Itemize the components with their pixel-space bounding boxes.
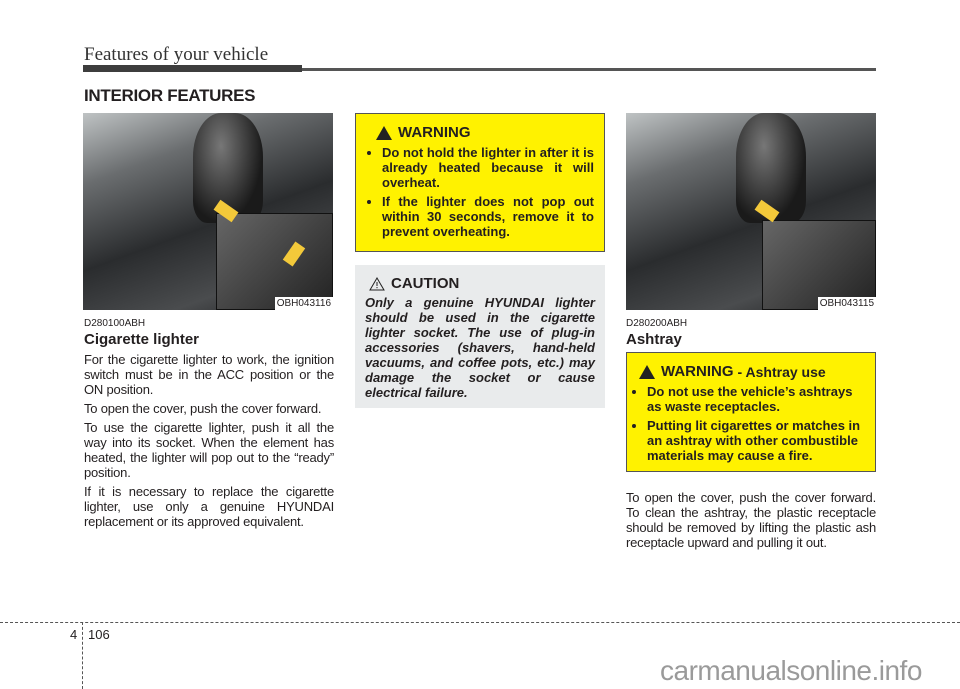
cigarette-lighter-text [84, 352, 334, 533]
footer-divider [82, 622, 83, 689]
paragraph: If it is necessary to replace the cigarette lighter, use only a genuine HYUNDAI replacement or its approved equivalent. [84, 484, 334, 529]
chapter-number: 4 [70, 627, 78, 642]
warning-item: • Putting lit cigarettes or matches in an ashtray with other combustible materials may cause a fire. [647, 418, 867, 463]
lighter-warning-box [355, 113, 605, 252]
page-number: 106 [88, 627, 110, 642]
warning-subtitle: - Ashtray use [737, 363, 826, 380]
ashtray-photo [626, 113, 876, 310]
section-header: Features of your vehicle [84, 44, 269, 65]
ashtray-text: To open the cover, push the cover forward. To clean the ashtray, the plastic receptacle should be removed by lifting the plastic ash receptacle upward and pulling it out. [626, 490, 876, 550]
header-bar [83, 65, 302, 72]
caution-triangle-icon [369, 277, 385, 291]
watermark: carmanualsonline.info [660, 655, 922, 686]
ref-code: D280100ABH [84, 318, 146, 329]
lighter-closeup-inset [216, 213, 333, 310]
warning-item: • Do not use the vehicle’s ashtrays as waste receptacles. [647, 384, 867, 414]
warning-triangle-icon [639, 365, 655, 379]
paragraph: To open the cover, push the cover forward. [84, 401, 322, 416]
warning-item: • Do not hold the lighter in after it is already heated because it will overheat. [382, 145, 594, 190]
ref-code: D280200ABH [626, 318, 688, 329]
caution-text: Only a genuine HYUNDAI lighter should be used in the cigarette lighter socket. The use of plug-in accessories (shavers, hand-held vacuums, and coffee pots, etc.) may damage the socket or cause electrical failure. [365, 295, 595, 400]
paragraph: For the cigarette lighter to work, the ignition switch must be in the ACC position or the ON position. [84, 352, 334, 397]
caution-title: CAUTION [391, 275, 460, 292]
cigarette-lighter-photo [83, 113, 333, 310]
header-rule [302, 68, 876, 71]
warning-title: WARNING [661, 363, 734, 380]
page-heading: INTERIOR FEATURES [84, 86, 256, 105]
warning-item: • If the lighter does not pop out within 30 seconds, remove it to prevent overheating. [382, 194, 594, 239]
warning-triangle-icon [376, 126, 392, 140]
image-code: OBH043115 [819, 298, 874, 309]
warning-title: WARNING [398, 124, 471, 141]
lighter-caution-box [355, 265, 605, 408]
footer-rule [0, 622, 960, 623]
cigarette-lighter-title: Cigarette lighter [84, 331, 200, 348]
image-code: OBH043116 [276, 298, 331, 309]
ashtray-warning-box [626, 352, 876, 472]
ashtray-title: Ashtray [626, 331, 682, 348]
paragraph: To use the cigarette lighter, push it all the way into its socket. When the element has heated, the lighter will pop out to the “ready” position. [84, 420, 334, 480]
